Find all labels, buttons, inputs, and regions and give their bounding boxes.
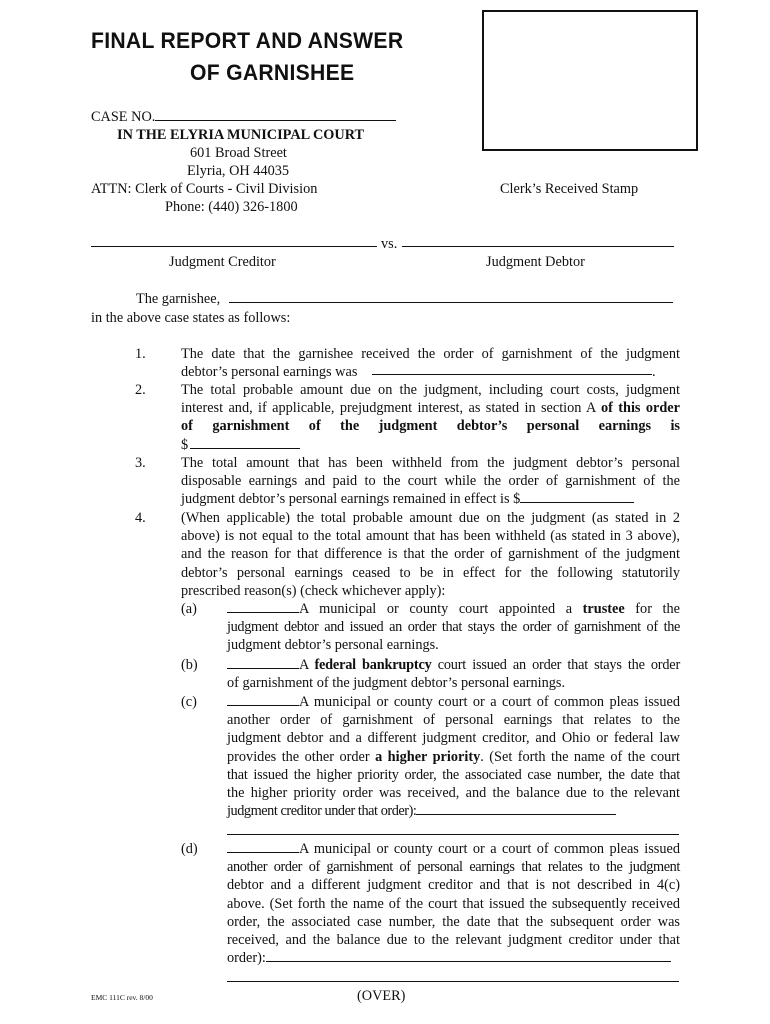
title-line-2: OF GARNISHEE — [190, 60, 355, 85]
subitem-a-text: A municipal or county court appointed a — [299, 601, 573, 617]
item-1-number: 1. — [135, 346, 146, 362]
subitem-d-text: A municipal or county court or a court of common pleas issued — [299, 841, 680, 857]
item-4 — [181, 509, 680, 600]
judgment-creditor-label: Judgment Creditor — [169, 254, 276, 270]
check-c-field[interactable] — [227, 693, 299, 706]
garnishee-name-line[interactable] — [229, 302, 673, 303]
over-label: (OVER) — [357, 988, 406, 1004]
item-3 — [181, 454, 680, 509]
judgment-debtor-label: Judgment Debtor — [486, 254, 585, 270]
c-details-line-2[interactable] — [227, 834, 679, 835]
subitem-c-line — [227, 693, 680, 711]
form-id: EMC 111C rev. 8/00 — [91, 993, 153, 1002]
title-line-1: FINAL REPORT AND ANSWER — [91, 28, 404, 53]
subitem-c-text: judgment creditor under that order): — [227, 803, 417, 820]
subitem-d-line — [227, 949, 680, 967]
check-a-field[interactable] — [227, 600, 299, 613]
item-2-text: interest and, if applicable, prejudgment interest, as stated in section A — [181, 400, 596, 417]
item-2-number: 2. — [135, 382, 146, 398]
subitem-a — [227, 600, 680, 655]
date-received-line[interactable] — [372, 374, 652, 375]
item-3-amount-row — [181, 490, 680, 508]
subitem-a-line — [227, 600, 680, 618]
court-address-line1: 601 Broad Street — [190, 145, 287, 161]
case-no-field[interactable] — [155, 108, 396, 121]
case-no-label: CASE NO. — [91, 109, 156, 125]
garnishee-suffix: in the above case states as follows: — [91, 310, 291, 326]
subitem-c-line: judgment debtor and a different judgment creditor, and Ohio or federal law — [227, 730, 680, 747]
subitem-d-line: order, the associated case number, the date that the subsequent order was — [227, 913, 680, 930]
subitem-b-line: of garnishment of the judgment debtor’s personal earnings. — [227, 675, 566, 692]
item-4-line: above) is not equal to the total amount that has been withheld (as stated in 3 above), — [181, 528, 680, 545]
item-3-number: 3. — [135, 455, 146, 471]
item-3-line: disposable earnings and paid to the court while the order of garnishment of the — [181, 473, 680, 490]
item-2-bold-text: of this order — [600, 400, 680, 417]
subitem-c — [227, 693, 680, 820]
dollar-sign: $ — [181, 436, 189, 453]
item-4-line: (When applicable) the total probable amount due on the judgment (as stated in 2 — [181, 510, 680, 526]
item-2-line-bold: of garnishment of the judgment debtor’s personal earnings is — [181, 418, 680, 435]
check-b-field[interactable] — [227, 656, 299, 669]
vs-label: vs. — [381, 236, 398, 252]
withheld-amount-field[interactable] — [520, 490, 634, 503]
subitem-c-line — [227, 748, 680, 766]
subitem-c-line: the higher priority order was received, and the balance due to the relevant — [227, 785, 680, 802]
item-2-line: The total probable amount due on the judgment, including court costs, judgment — [181, 382, 680, 398]
phone-line: Phone: (440) 326-1800 — [165, 199, 298, 215]
check-d-field[interactable] — [227, 840, 299, 853]
subitem-c-line: another order of garnishment of personal earnings that relates to the — [227, 712, 680, 729]
attn-line: ATTN: Clerk of Courts - Civil Division — [91, 181, 318, 197]
subitem-d — [227, 840, 680, 967]
item-1 — [181, 345, 680, 363]
higher-priority-bold: a higher priority — [375, 748, 481, 765]
item-2 — [181, 381, 680, 454]
item-3-text: judgment debtor’s personal earnings remained in effect is $ — [181, 491, 521, 508]
stamp-label: Clerk’s Received Stamp — [500, 181, 639, 197]
subitem-a-line: judgment debtor and issued an order that stays the order of garnishment of the — [227, 619, 680, 636]
item-1-text: debtor’s personal earnings was — [181, 364, 358, 380]
federal-bankruptcy-bold: federal bankruptcy — [314, 657, 432, 673]
subitem-b — [227, 656, 680, 692]
subitem-d-text: order): — [227, 950, 266, 967]
item-4-line: prescribed reason(s) (check whichever apply): — [181, 582, 446, 599]
subitem-c-text: . (Set forth the name of the court — [480, 748, 681, 765]
item-4-line: debtor’s personal earnings ceased to be in effect for the following statutorily — [181, 564, 680, 581]
subitem-a-text: for the — [635, 601, 681, 617]
subitem-c-line — [227, 802, 680, 820]
trustee-bold: trustee — [582, 601, 625, 617]
item-3-line: The total amount that has been withheld from the judgment debtor’s personal — [181, 455, 680, 471]
subitem-c-label: (c) — [181, 694, 197, 710]
subitem-b-label: (b) — [181, 657, 198, 673]
subitem-c-text: A municipal or county court or a court of common pleas issued — [299, 694, 680, 710]
item-2-line — [181, 399, 680, 417]
subitem-d-line: received, and the balance due to the relevant judgment creditor under that — [227, 932, 680, 949]
subitem-a-line: judgment debtor’s personal earnings. — [227, 637, 439, 654]
clerk-stamp-box — [482, 10, 698, 151]
subitem-c-line: that issued the higher priority order, the associated case number, the date that — [227, 766, 680, 783]
item-2-amount-row — [181, 436, 680, 454]
d-details-field[interactable] — [266, 949, 671, 962]
subitem-b-text: court issued an order that stays the order — [437, 657, 681, 673]
item-1-line: The date that the garnishee received the order of garnishment of the judgment — [181, 346, 680, 362]
subitem-d-line: debtor and a different judgment creditor and that is not described in 4(c) — [227, 877, 680, 894]
subitem-d-line: above. (Set forth the name of the court that issued the subsequently received — [227, 895, 680, 912]
subitem-d-line — [227, 840, 680, 858]
subitem-a-label: (a) — [181, 601, 197, 617]
item-4-line: and the reason for that difference is that the order of garnishment of the judgment — [181, 546, 680, 563]
creditor-line[interactable] — [91, 246, 377, 247]
subitem-c-text: provides the other order — [227, 748, 370, 765]
garnishee-prefix: The garnishee, — [136, 291, 221, 307]
probable-amount-field[interactable] — [190, 436, 300, 449]
court-name: IN THE ELYRIA MUNICIPAL COURT — [117, 127, 365, 143]
subitem-b-line — [227, 656, 680, 674]
subitem-d-label: (d) — [181, 841, 198, 857]
court-address-line2: Elyria, OH 44035 — [187, 163, 290, 179]
item-1-period: . — [652, 364, 656, 380]
subitem-d-line: another order of garnishment of personal earnings that relates to the judgment — [227, 859, 680, 876]
d-details-line-2[interactable] — [227, 981, 679, 982]
c-details-field[interactable] — [416, 802, 616, 815]
subitem-b-text: A — [299, 657, 309, 673]
item-4-number: 4. — [135, 510, 146, 526]
case-no-row — [91, 108, 396, 126]
debtor-line[interactable] — [402, 246, 674, 247]
item-1-line2 — [181, 363, 357, 381]
